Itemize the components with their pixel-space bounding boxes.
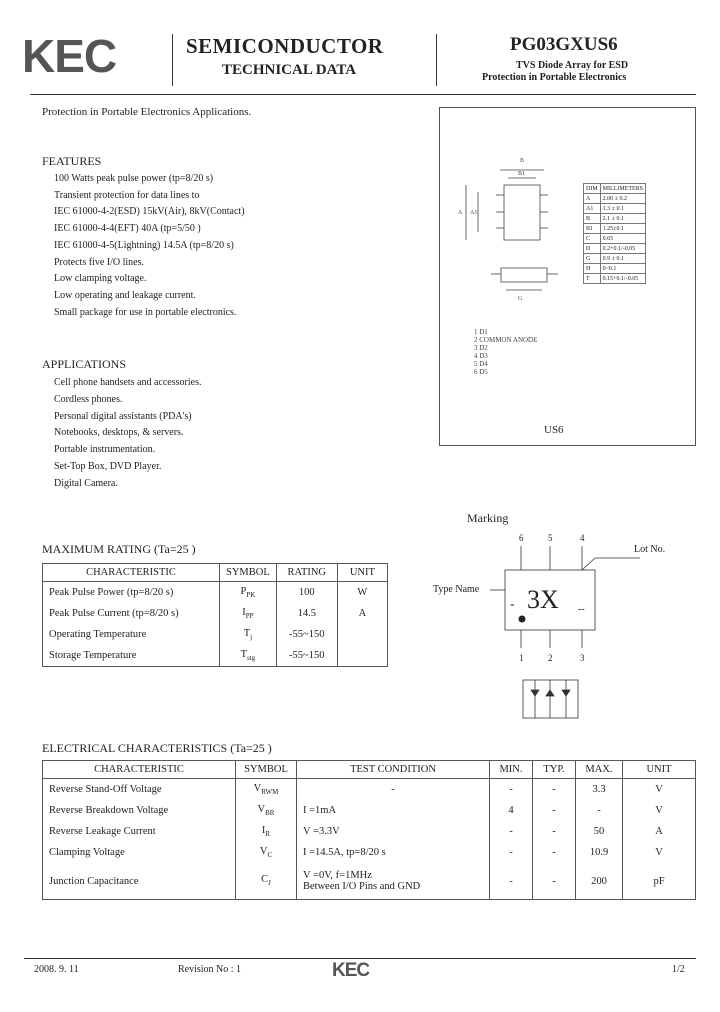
cell-symbol: $V_{RWM}$ bbox=[236, 779, 297, 801]
cell-unit: V bbox=[623, 842, 696, 863]
dim-code: G bbox=[584, 254, 601, 264]
table-row bbox=[43, 779, 696, 801]
cell-symbol: $C_J$ bbox=[236, 863, 297, 900]
marking-pin-4: 4 bbox=[580, 533, 585, 543]
dim-col-head: MILLIMETERS bbox=[600, 184, 645, 194]
col-header: CHARACTERISTIC bbox=[43, 761, 236, 779]
application-item: Cell phone handsets and accessories. bbox=[54, 377, 202, 388]
dim-code: D bbox=[584, 244, 601, 254]
cell-max: 200 bbox=[576, 863, 623, 900]
feature-item: IEC 61000-4-5(Lightning) 14.5A (tp=8/20 s) bbox=[54, 239, 234, 251]
cell-unit: V bbox=[623, 779, 696, 801]
package-drawing-box bbox=[439, 107, 696, 446]
type-name-label: Type Name bbox=[433, 584, 480, 595]
dim-code: B1 bbox=[584, 224, 601, 234]
dim-value: 1.25±0.1 bbox=[600, 224, 645, 234]
feature-item: Low clamping voltage. bbox=[54, 273, 147, 285]
footer-page: 1/2 bbox=[672, 964, 685, 975]
applications-heading: APPLICATIONS bbox=[42, 357, 127, 371]
marking-pin-3: 3 bbox=[580, 653, 585, 663]
cell-condition: I =1mA bbox=[297, 800, 490, 821]
application-item: Set-Top Box, DVD Player. bbox=[54, 460, 162, 472]
col-header: SYMBOL bbox=[220, 564, 277, 582]
cell-rating: -55~150 bbox=[276, 645, 337, 667]
cell-unit bbox=[337, 645, 387, 667]
cell-unit: V bbox=[623, 800, 696, 821]
intro-text: Protection in Portable Electronics Applications. bbox=[42, 106, 252, 118]
cell-unit: pF bbox=[623, 863, 696, 900]
application-item: Digital Camera. bbox=[54, 477, 118, 489]
footer-rule bbox=[24, 958, 696, 959]
cell-typ: - bbox=[533, 821, 576, 842]
pin-item: 5 D4 bbox=[474, 360, 488, 368]
cell-characteristic: Peak Pulse Current (tp=8/20 s) bbox=[43, 603, 220, 624]
pin-item: 2 COMMON ANODE bbox=[474, 336, 538, 344]
package-name: US6 bbox=[544, 424, 564, 436]
marking-code: 3X bbox=[527, 585, 559, 614]
cell-max: 10.9 bbox=[576, 842, 623, 863]
dim-code: A bbox=[584, 194, 601, 204]
header-rule bbox=[30, 94, 696, 95]
table-row bbox=[43, 821, 696, 842]
pin-item: 3 D2 bbox=[474, 344, 488, 352]
cell-condition: V =0V, f=1MHz Between I/O Pins and GND bbox=[297, 863, 490, 900]
cell-symbol: $I_R$ bbox=[236, 821, 297, 842]
cell-min: - bbox=[490, 779, 533, 801]
cell-condition: V =3.3V bbox=[297, 821, 490, 842]
table-row bbox=[43, 842, 696, 863]
cell-condition: I =14.5A, tp=8/20 s bbox=[297, 842, 490, 863]
cell-symbol: $I_{PP}$ bbox=[220, 603, 277, 624]
cell-characteristic: Clamping Voltage bbox=[43, 842, 236, 863]
cell-unit: W bbox=[337, 582, 387, 604]
header-subtitle: TECHNICAL DATA bbox=[222, 62, 357, 78]
dim-value: 1.3 ± 0.1 bbox=[600, 204, 645, 214]
marking-pin-2: 2 bbox=[548, 653, 553, 663]
col-header: MIN. bbox=[490, 761, 533, 779]
cell-unit: A bbox=[337, 603, 387, 624]
marking-pin-1: 1 bbox=[519, 653, 524, 663]
col-header: MAX. bbox=[576, 761, 623, 779]
application-item: Portable instrumentation. bbox=[54, 444, 156, 456]
cell-rating: 14.5 bbox=[276, 603, 337, 624]
header-divider-right bbox=[436, 34, 437, 86]
svg-text:--: -- bbox=[578, 604, 585, 615]
part-description-2: Protection in Portable Electronics bbox=[482, 72, 627, 83]
footer-revision: Revision No : 1 bbox=[178, 964, 242, 975]
feature-item: Small package for use in portable electronics. bbox=[54, 306, 237, 318]
package-outline-drawing bbox=[446, 150, 586, 300]
footer-date: 2008. 9. 11 bbox=[34, 964, 79, 975]
cell-min: - bbox=[490, 842, 533, 863]
dim-code: B bbox=[584, 214, 601, 224]
dim-code: A1 bbox=[584, 204, 601, 214]
table-row bbox=[43, 624, 388, 645]
marking-pin-5: 5 bbox=[548, 533, 553, 543]
cell-condition: - bbox=[297, 779, 490, 801]
dim-value: 0.15+0.1/-0.05 bbox=[600, 274, 645, 284]
feature-item: Protects five I/O lines. bbox=[54, 256, 144, 268]
table-row bbox=[43, 645, 388, 667]
max-rating-table bbox=[42, 563, 388, 667]
dim-value: 2.1 ± 0.1 bbox=[600, 214, 645, 224]
feature-item: Low operating and leakage current. bbox=[54, 289, 196, 301]
cell-typ: - bbox=[533, 842, 576, 863]
dim-value: 0.9 ± 0.1 bbox=[600, 254, 645, 264]
cell-max: 3.3 bbox=[576, 779, 623, 801]
cell-symbol: $V_C$ bbox=[236, 842, 297, 863]
cell-characteristic: Reverse Leakage Current bbox=[43, 821, 236, 842]
table-row bbox=[43, 800, 696, 821]
dim-value: 0.65 bbox=[600, 234, 645, 244]
col-header: RATING bbox=[276, 564, 337, 582]
cell-characteristic: Operating Temperature bbox=[43, 624, 220, 645]
lot-label: Lot No. bbox=[634, 544, 666, 555]
cell-characteristic: Junction Capacitance bbox=[43, 863, 236, 900]
application-item: Personal digital assistants (PDA's) bbox=[54, 410, 192, 422]
dim-code: H bbox=[584, 264, 601, 274]
dim-label-b: B bbox=[520, 158, 525, 164]
dim-col-head: DIM bbox=[584, 184, 601, 194]
pin-item: 4 D3 bbox=[474, 352, 488, 360]
cell-symbol: $P_{PK}$ bbox=[220, 582, 277, 604]
marking-heading: Marking bbox=[467, 511, 509, 525]
dim-label-g: G bbox=[518, 296, 523, 300]
cell-characteristic: Peak Pulse Power (tp=8/20 s) bbox=[43, 582, 220, 604]
table-row bbox=[43, 863, 696, 900]
pin-item: 1 D1 bbox=[474, 328, 488, 336]
cell-unit bbox=[337, 624, 387, 645]
dim-code: C bbox=[584, 234, 601, 244]
dim-value: 2.00 ± 0.2 bbox=[600, 194, 645, 204]
cell-characteristic: Storage Temperature bbox=[43, 645, 220, 667]
dim-value: 0~0.1 bbox=[600, 264, 645, 274]
table-row bbox=[43, 582, 388, 604]
pin-list bbox=[474, 328, 537, 376]
cell-max: - bbox=[576, 800, 623, 821]
cell-typ: - bbox=[533, 779, 576, 801]
part-number: PG03GXUS6 bbox=[510, 34, 618, 55]
col-header: UNIT bbox=[337, 564, 387, 582]
header-divider-left bbox=[172, 34, 173, 86]
col-header: TYP. bbox=[533, 761, 576, 779]
marking-pin-6: 6 bbox=[519, 533, 524, 543]
dim-label-b1: B1 bbox=[518, 171, 526, 177]
cell-typ: - bbox=[533, 800, 576, 821]
svg-text:-: - bbox=[510, 597, 515, 612]
cell-characteristic: Reverse Breakdown Voltage bbox=[43, 800, 236, 821]
applications-list bbox=[54, 375, 201, 493]
cell-min: 4 bbox=[490, 800, 533, 821]
feature-item: 100 Watts peak pulse power (tp=8/20 s) bbox=[54, 173, 214, 184]
cell-rating: -55~150 bbox=[276, 624, 337, 645]
pin-item: 6 D5 bbox=[474, 368, 488, 376]
cell-min: - bbox=[490, 863, 533, 900]
cell-symbol: $V_{BR}$ bbox=[236, 800, 297, 821]
dim-code: T bbox=[584, 274, 601, 284]
feature-item: IEC 61000-4-2(ESD) 15kV(Air), 8kV(Contact) bbox=[54, 206, 245, 218]
col-header: TEST CONDITION bbox=[297, 761, 490, 779]
cell-symbol: $T_j$ bbox=[220, 624, 277, 645]
electrical-table bbox=[42, 760, 696, 900]
table-row bbox=[43, 603, 388, 624]
features-list bbox=[54, 171, 245, 321]
application-item: Notebooks, desktops, & servers. bbox=[54, 427, 184, 439]
footer-logo: KEC bbox=[332, 960, 370, 981]
marking-drawing bbox=[490, 530, 690, 720]
features-heading: FEATURES bbox=[42, 154, 102, 168]
part-description-1: TVS Diode Array for ESD bbox=[516, 60, 629, 71]
feature-item: IEC 61000-4-4(EFT) 40A (tp=5/50 ) bbox=[54, 223, 201, 235]
dim-label-a1: A1 bbox=[470, 210, 478, 216]
cell-min: - bbox=[490, 821, 533, 842]
cell-typ: - bbox=[533, 863, 576, 900]
cell-unit: A bbox=[623, 821, 696, 842]
feature-item: Transient protection for data lines to bbox=[54, 189, 200, 201]
max-rating-heading: MAXIMUM RATING (Ta=25 ) bbox=[42, 542, 196, 556]
cell-symbol: $T_{stg}$ bbox=[220, 645, 277, 667]
application-item: Cordless phones. bbox=[54, 393, 123, 405]
col-header: UNIT bbox=[623, 761, 696, 779]
dim-value: 0.2+0.1/-0.05 bbox=[600, 244, 645, 254]
col-header: CHARACTERISTIC bbox=[43, 564, 220, 582]
cell-max: 50 bbox=[576, 821, 623, 842]
cell-rating: 100 bbox=[276, 582, 337, 604]
col-header: SYMBOL bbox=[236, 761, 297, 779]
dimension-table bbox=[583, 183, 646, 284]
cell-characteristic: Reverse Stand-Off Voltage bbox=[43, 779, 236, 801]
electrical-heading: ELECTRICAL CHARACTERISTICS (Ta=25 ) bbox=[42, 741, 272, 755]
header-title: SEMICONDUCTOR bbox=[186, 34, 384, 58]
dim-label-a: A bbox=[458, 210, 463, 216]
kec-logo: KEC bbox=[22, 30, 117, 82]
